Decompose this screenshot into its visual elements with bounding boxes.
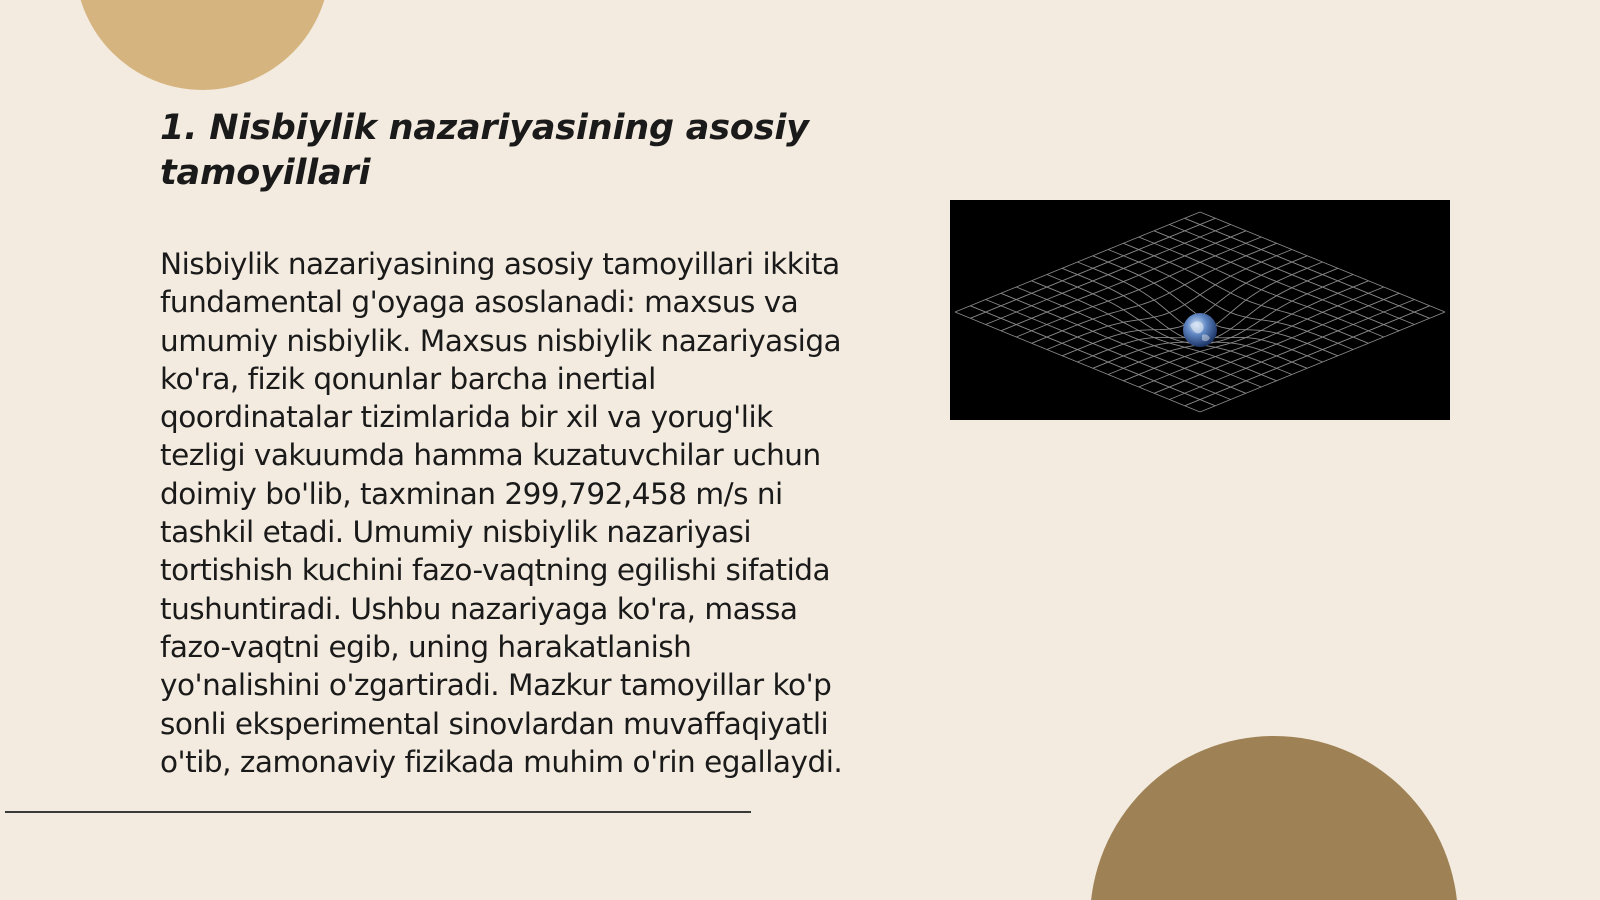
spacetime-grid-image	[950, 200, 1450, 420]
decorative-circle-top	[75, 0, 330, 90]
slide-title: 1. Nisbiylik nazariyasining asosiy tamoyillari	[160, 108, 809, 193]
slide-body-text: Nisbiylik nazariyasining asosiy tamoyillari ikkita fundamental g'oyaga asoslanadi: maxsus va umumiy nisbiylik. Maxsus nisbiylik nazariyasiga ko'ra, fizik qonunlar barcha inertial qoordinatalar tizimlarida bir xil va yorug'lik tezligi vakuumda hamma kuzatuvchilar uchun doimiy bo'lib, taxminan 299,792,458 m/s ni tashkil etadi. Umumiy nisbiylik nazariyasi tortishish kuchini fazo-vaqtning egilishi sifatida tushuntiradi. Ushbu nazariyaga ko'ra, massa fazo-vaqtni egib, uning harakatlanish yo'nalishini o'zgartiradi. Mazkur tamoyillar ko'p sonli eksperimental sinovlardan muvaffaqiyatli o'tib, zamonaviy fizikada muhim o'rin egallaydi.	[160, 247, 843, 779]
spacetime-grid-icon	[950, 200, 1450, 420]
decorative-circle-bottom	[1090, 736, 1458, 900]
divider-line	[5, 811, 751, 813]
